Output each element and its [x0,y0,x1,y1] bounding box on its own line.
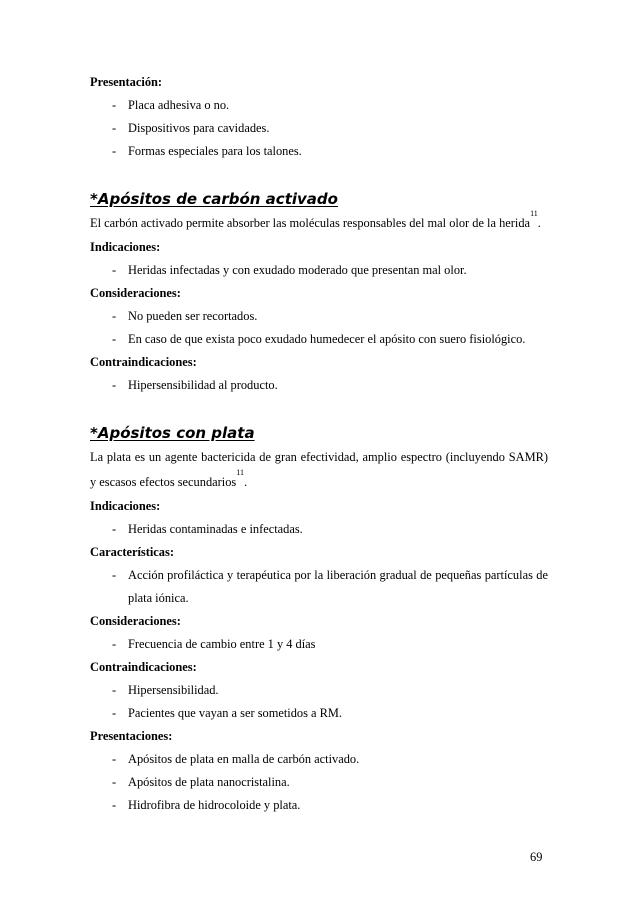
bullet-dash: - [112,683,117,697]
list-item [90,702,548,725]
reference-superscript: 11 [236,468,244,477]
list-item-text: Placa adhesiva o no. [128,98,230,112]
plata-contraindicaciones-label: Contraindicaciones: [90,660,197,674]
plata-indicaciones-label: Indicaciones: [90,499,161,513]
list-item-text: Frecuencia de cambio entre 1 y 4 días [128,637,316,651]
list-item [90,679,548,702]
plata-consideraciones-label: Consideraciones: [90,614,181,628]
bullet-dash: - [112,98,117,112]
section-title-plata: *Apósitos con plata [90,424,255,442]
list-item-text: Acción profiláctica y terapéutica por la liberación gradual de pequeñas partículas de plata iónica. [128,568,548,605]
list-item-text: Hidrofibra de hidrocoloide y plata. [128,798,301,812]
list-item-text: Hipersensibilidad al producto. [128,378,278,392]
bullet-dash: - [112,121,117,135]
list-item-text: Apósitos de plata nanocristalina. [128,775,290,789]
presentacion-label: Presentación: [90,75,163,89]
list-item [90,117,548,140]
list-item [90,564,548,610]
list-item [90,771,548,794]
list-item [90,518,548,541]
list-item [90,748,548,771]
list-item [90,259,548,282]
carbon-intro-paragraph [90,211,548,236]
list-item [90,94,548,117]
bullet-dash: - [112,637,117,651]
section-title-carbon: *Apósitos de carbón activado [90,190,338,208]
bullet-dash: - [112,798,117,812]
list-item-text: Hipersensibilidad. [128,683,219,697]
list-item-text: En caso de que exista poco exudado humedecer el apósito con suero fisiológico. [128,332,526,346]
bullet-dash: - [112,332,117,346]
list-item [90,633,548,656]
bullet-dash: - [112,522,117,536]
bullet-dash: - [112,378,117,392]
plata-intro-text: La plata es un agente bactericida de gran efectividad, amplio espectro (incluyendo SAMR) y escasos efectos secundarios [90,450,548,489]
bullet-dash: - [112,144,117,158]
bullet-dash: - [112,752,117,766]
plata-caracteristicas-label: Características: [90,545,174,559]
list-item [90,328,548,351]
list-item-text: Heridas contaminadas e infectadas. [128,522,303,536]
carbon-indicaciones-label: Indicaciones: [90,240,161,254]
list-item [90,305,548,328]
list-item-text: Pacientes que vayan a ser sometidos a RM. [128,706,343,720]
list-item-text: No pueden ser recortados. [128,309,258,323]
list-item-text: Dispositivos para cavidades. [128,121,270,135]
list-item [90,374,548,397]
bullet-dash: - [112,706,117,720]
carbon-consideraciones-label: Consideraciones: [90,286,181,300]
bullet-dash: - [112,568,117,582]
bullet-dash: - [112,309,117,323]
page-number: 69 [530,850,543,864]
carbon-contraindicaciones-label: Contraindicaciones: [90,355,197,369]
list-item [90,794,548,817]
carbon-intro-text: El carbón activado permite absorber las moléculas responsables del mal olor de la herida [90,216,531,230]
reference-superscript: 11 [530,209,538,218]
plata-intro-end: . [243,475,248,489]
list-item-text: Formas especiales para los talones. [128,144,302,158]
carbon-intro-end: . [537,216,541,230]
list-item-text: Apósitos de plata en malla de carbón activado. [128,752,360,766]
list-item [90,140,548,163]
list-item-text: Heridas infectadas y con exudado moderado que presentan mal olor. [128,263,467,277]
bullet-dash: - [112,775,117,789]
plata-presentaciones-label: Presentaciones: [90,729,173,743]
page-content [90,71,548,817]
plata-intro-paragraph [90,445,548,495]
bullet-dash: - [112,263,117,277]
